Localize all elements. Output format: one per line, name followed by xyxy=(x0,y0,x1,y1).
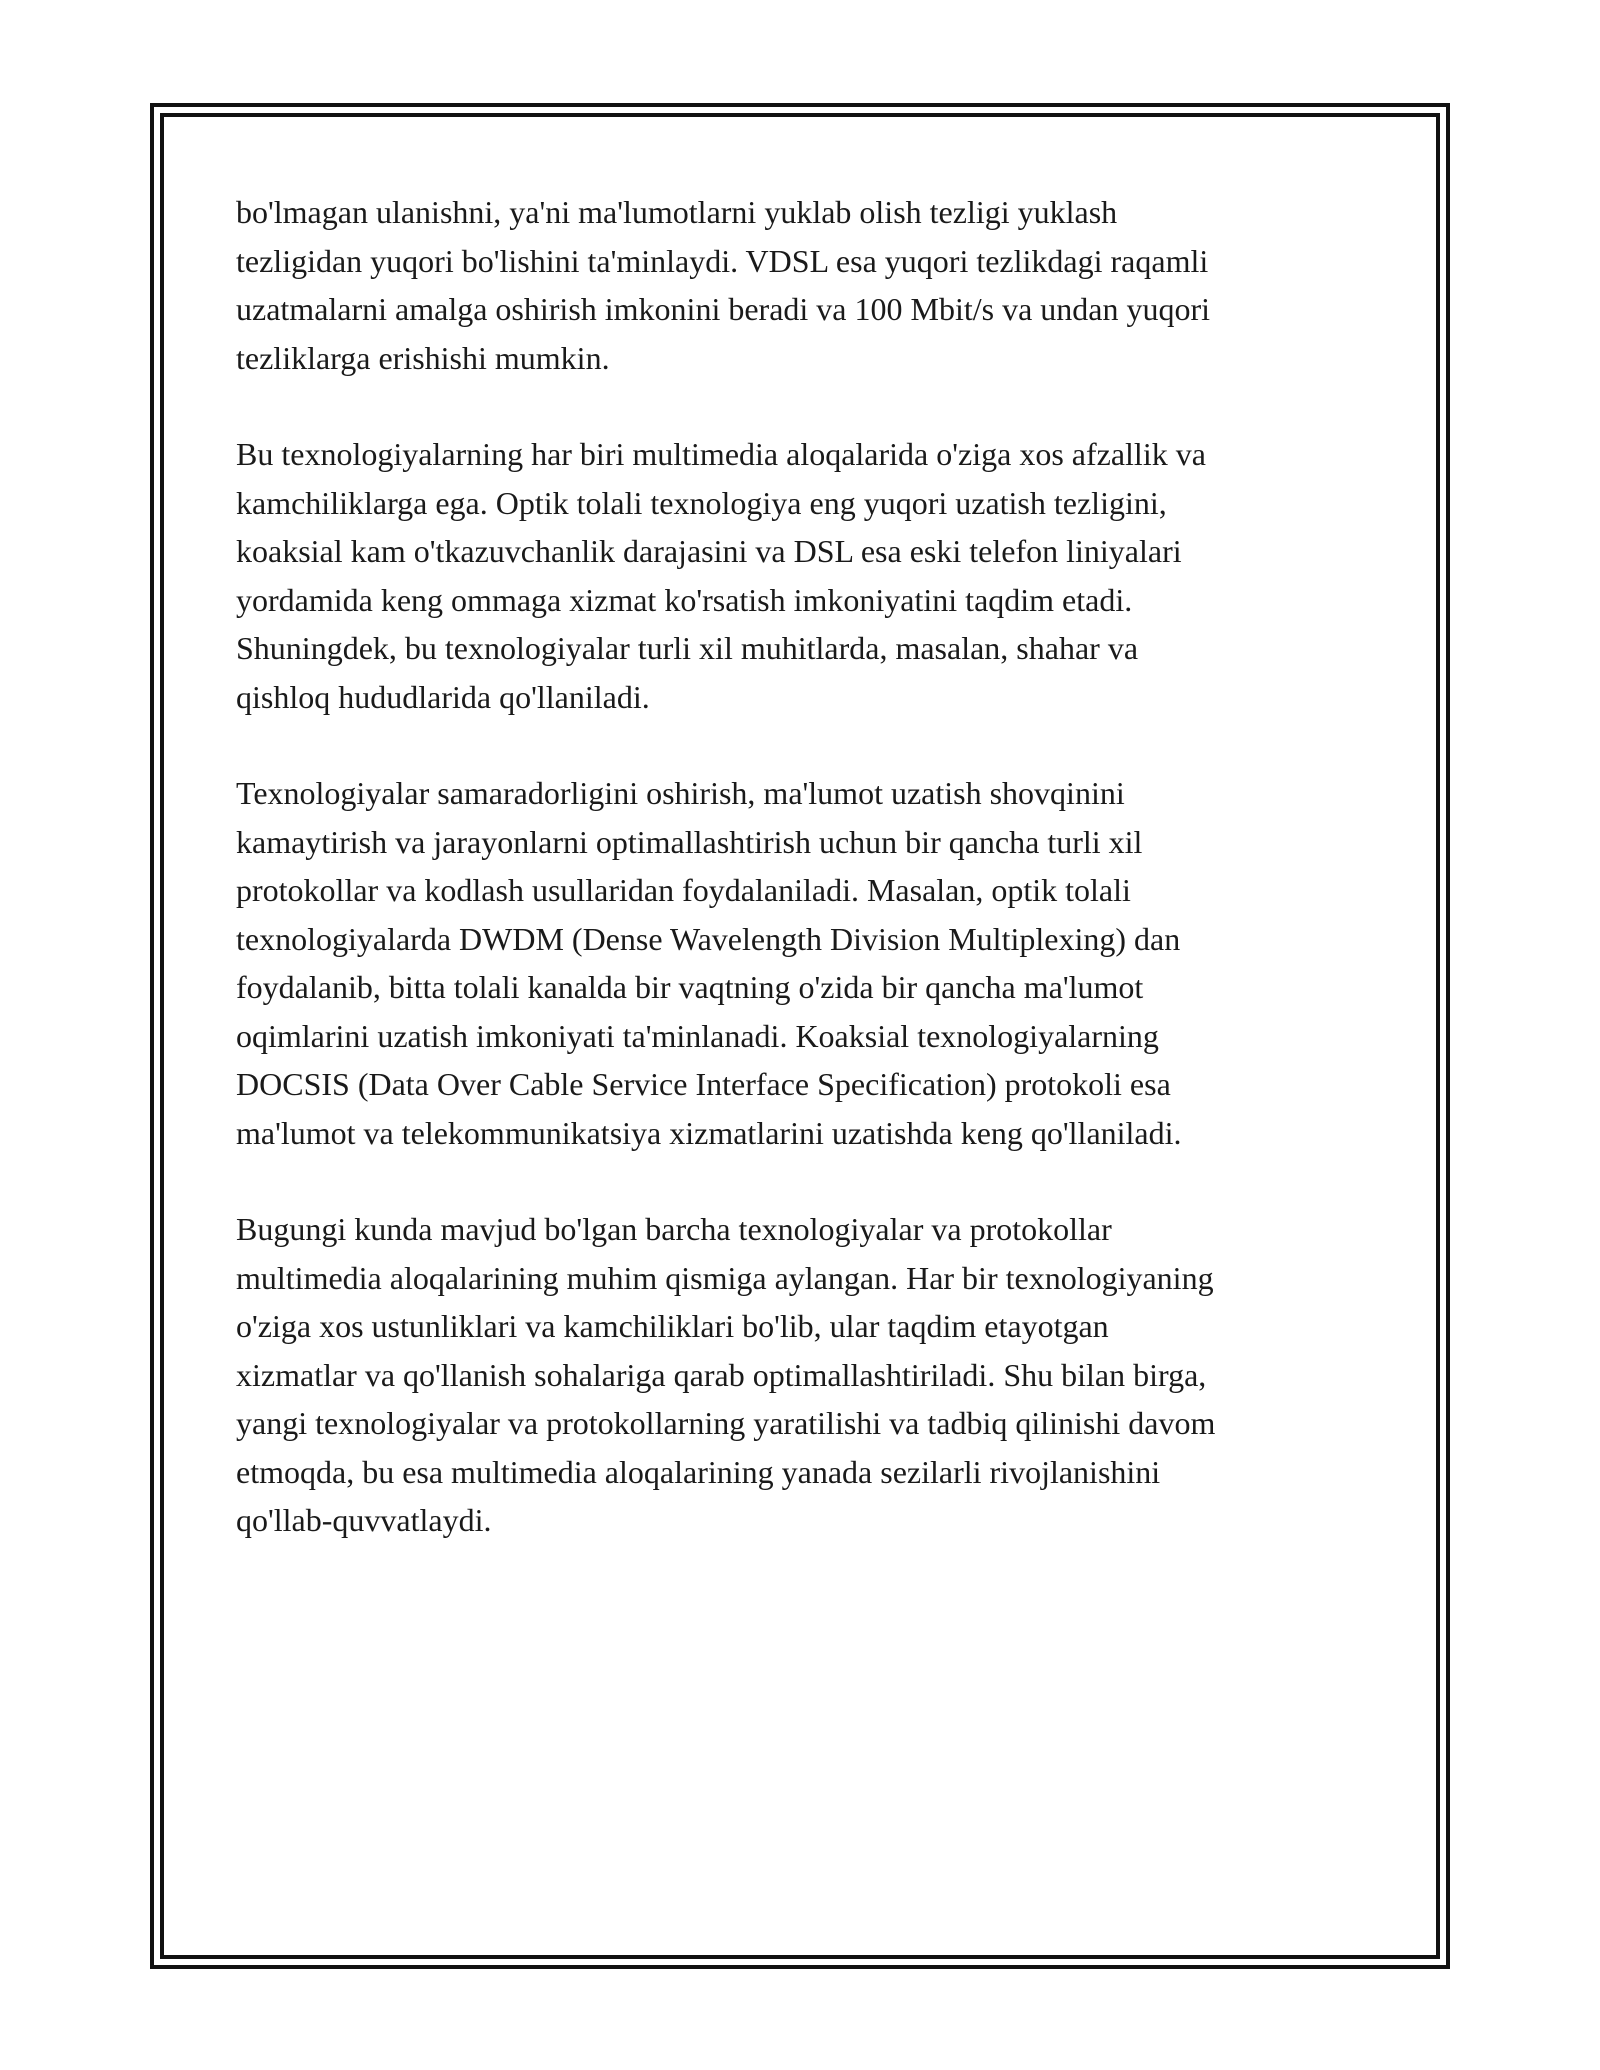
paragraph-3: Texnologiyalar samaradorligini oshirish, ma'lumot uzatish shovqinini kamaytirish va jarayonlarni optimallashtirish uchun bir qancha turli xil protokollar va kodlash usullaridan foydalaniladi. Masalan, optik tolali texnologiyalarda DWDM (Dense Wavelength Division Multiplexing) dan foydalanib, bitta tolali kanalda bir vaqtning o'zida bir qancha ma'lumot oqimlarini uzatish imkoniyati ta'minlanadi. Koaksial texnologiyalarning DOCSIS (Data Over Cable Service Interface Specification) protokoli esa ma'lumot va telekommunikatsiya xizmatlarini uzatishda keng qo'llaniladi. xyxy=(236,775,1182,1151)
paragraph-4: Bugungi kunda mavjud bo'lgan barcha texnologiyalar va protokollar multimedia aloqalarining muhim qismiga aylangan. Har bir texnologiyaning o'ziga xos ustunliklari va kamchiliklari bo'lib, ular taqdim etayotgan xizmatlar va qo'llanish sohalariga qarab optimallashtiriladi. Shu bilan birga, yangi texnologiyalar va protokollarning yaratilishi va tadbiq qilinishi davom etmoqda, bu esa multimedia aloqalarining yanada sezilarli rivojlanishini qo'llab-quvvatlaydi. xyxy=(236,1211,1216,1538)
paragraph-2: Bu texnologiyalarning har biri multimedia aloqalarida o'ziga xos afzallik va kamchiliklarga ega. Optik tolali texnologiya eng yuqori uzatish tezligini, koaksial kam o'tkazuvchanlik darajasini va DSL esa eski telefon liniyalari yordamida keng ommaga xizmat ko'rsatish imkoniyatini taqdim etadi. Shuningdek, bu texnologiyalar turli xil muhitlarda, masalan, shahar va qishloq hududlarida qo'llaniladi. xyxy=(236,436,1206,715)
document-body xyxy=(236,188,1376,1593)
paragraph-1: bo'lmagan ulanishni, ya'ni ma'lumotlarni yuklab olish tezligi yuklash tezligidan yuqori bo'lishini ta'minlaydi. VDSL esa yuqori tezlikdagi raqamli uzatmalarni amalga oshirish imkonini beradi va 100 Mbit/s va undan yuqori tezliklarga erishishi mumkin. xyxy=(236,194,1211,376)
